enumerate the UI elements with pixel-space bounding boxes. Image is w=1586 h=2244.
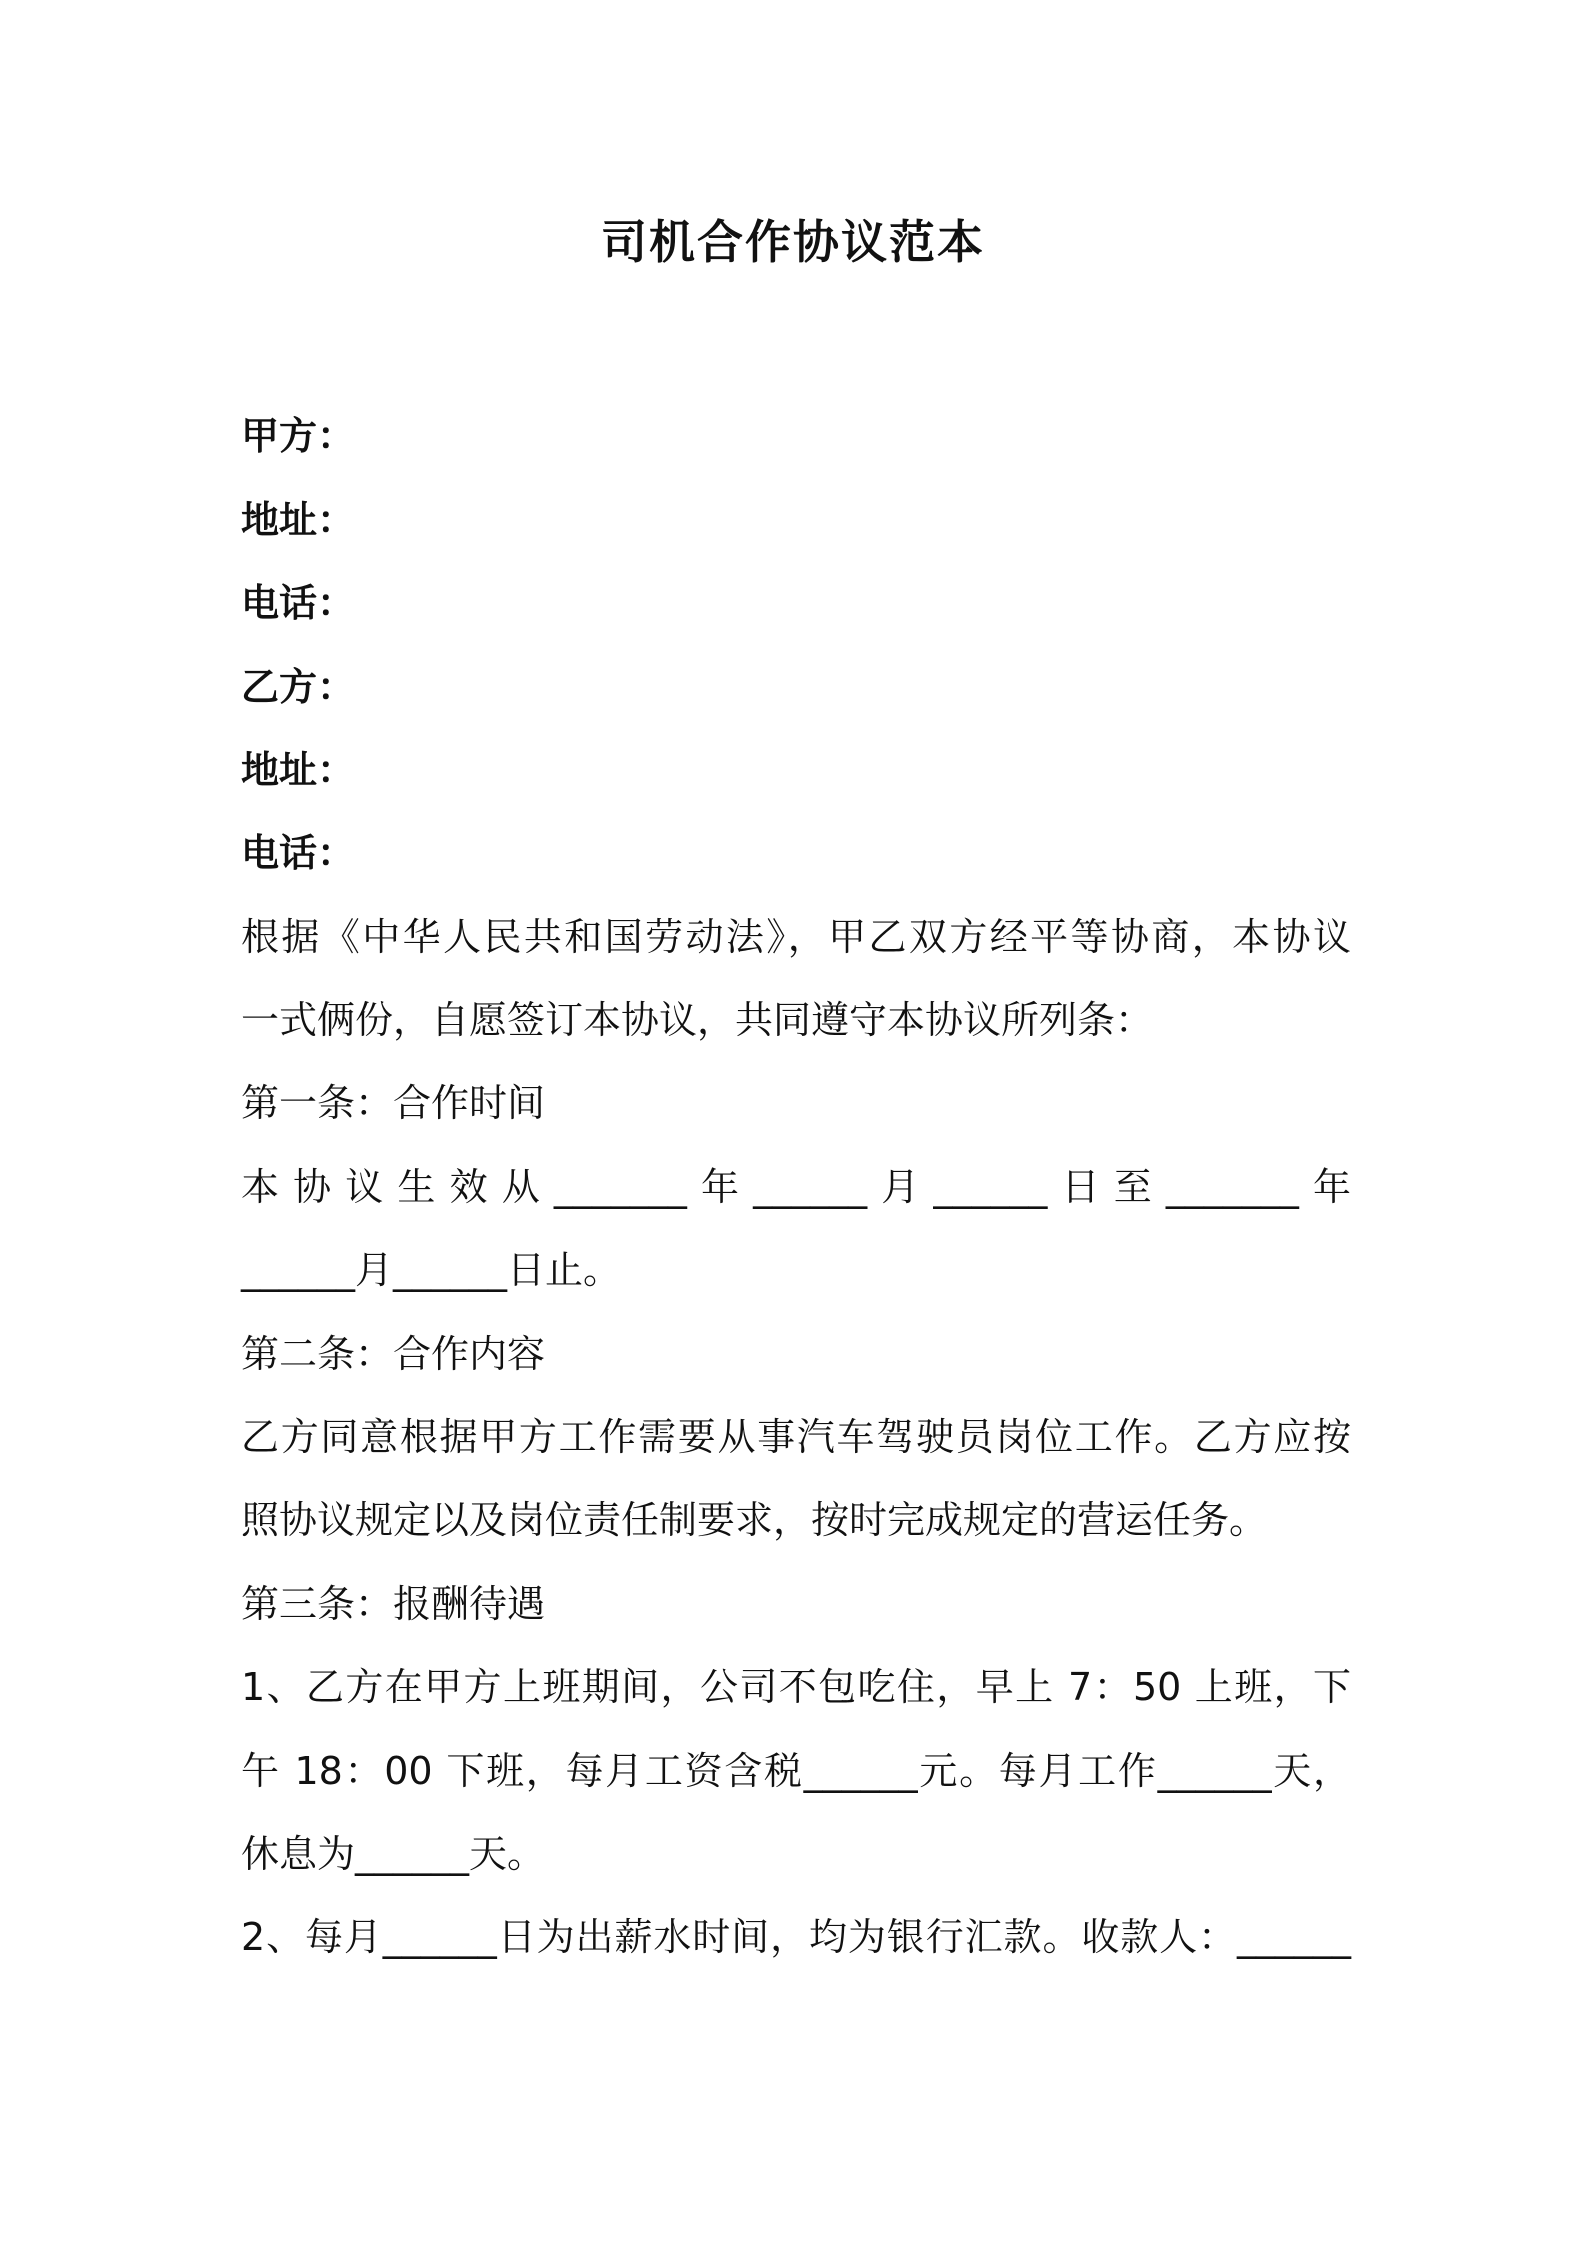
document-title: 司机合作协议范本 bbox=[601, 215, 985, 269]
article-3-item-1-line-3: 休息为______天。 bbox=[241, 1832, 546, 1876]
party-b-name-label: 乙方： bbox=[241, 665, 356, 709]
party-b-phone-label: 电话： bbox=[241, 831, 356, 875]
article-3-heading: 第三条：报酬待遇 bbox=[241, 1582, 546, 1626]
party-a-phone-label: 电话： bbox=[241, 581, 356, 625]
article-1-line-2: ______月______日止。 bbox=[241, 1248, 622, 1292]
party-a-address-label: 地址： bbox=[241, 498, 356, 542]
article-2-line-1: 乙方同意根据甲方工作需要从事汽车驾驶员岗位工作。乙方应按 bbox=[241, 1415, 1351, 1459]
article-3-item-1-line-1: 1、乙方在甲方上班期间，公司不包吃住，早上 7：50 上班，下 bbox=[241, 1665, 1351, 1709]
article-3-item-2-line-1: 2、每月______日为出薪水时间，均为银行汇款。收款人：______ bbox=[241, 1915, 1351, 1959]
article-1-heading: 第一条：合作时间 bbox=[241, 1081, 546, 1125]
party-a-name-label: 甲方： bbox=[241, 414, 356, 458]
preamble-line-1: 根据《中华人民共和国劳动法》，甲乙双方经平等协商，本协议 bbox=[241, 915, 1351, 959]
article-2-heading: 第二条：合作内容 bbox=[241, 1332, 546, 1376]
article-3-item-1-line-2: 午 18：00 下班，每月工资含税______元。每月工作______天， bbox=[241, 1749, 1351, 1793]
preamble-line-2: 一式俩份，自愿签订本协议，共同遵守本协议所列条： bbox=[241, 998, 1154, 1042]
article-1-line-1: 本协议生效从_______年______月______日至_______年 bbox=[241, 1165, 1351, 1209]
party-b-address-label: 地址： bbox=[241, 748, 356, 792]
article-2-line-2: 照协议规定以及岗位责任制要求，按时完成规定的营运任务。 bbox=[241, 1498, 1268, 1542]
